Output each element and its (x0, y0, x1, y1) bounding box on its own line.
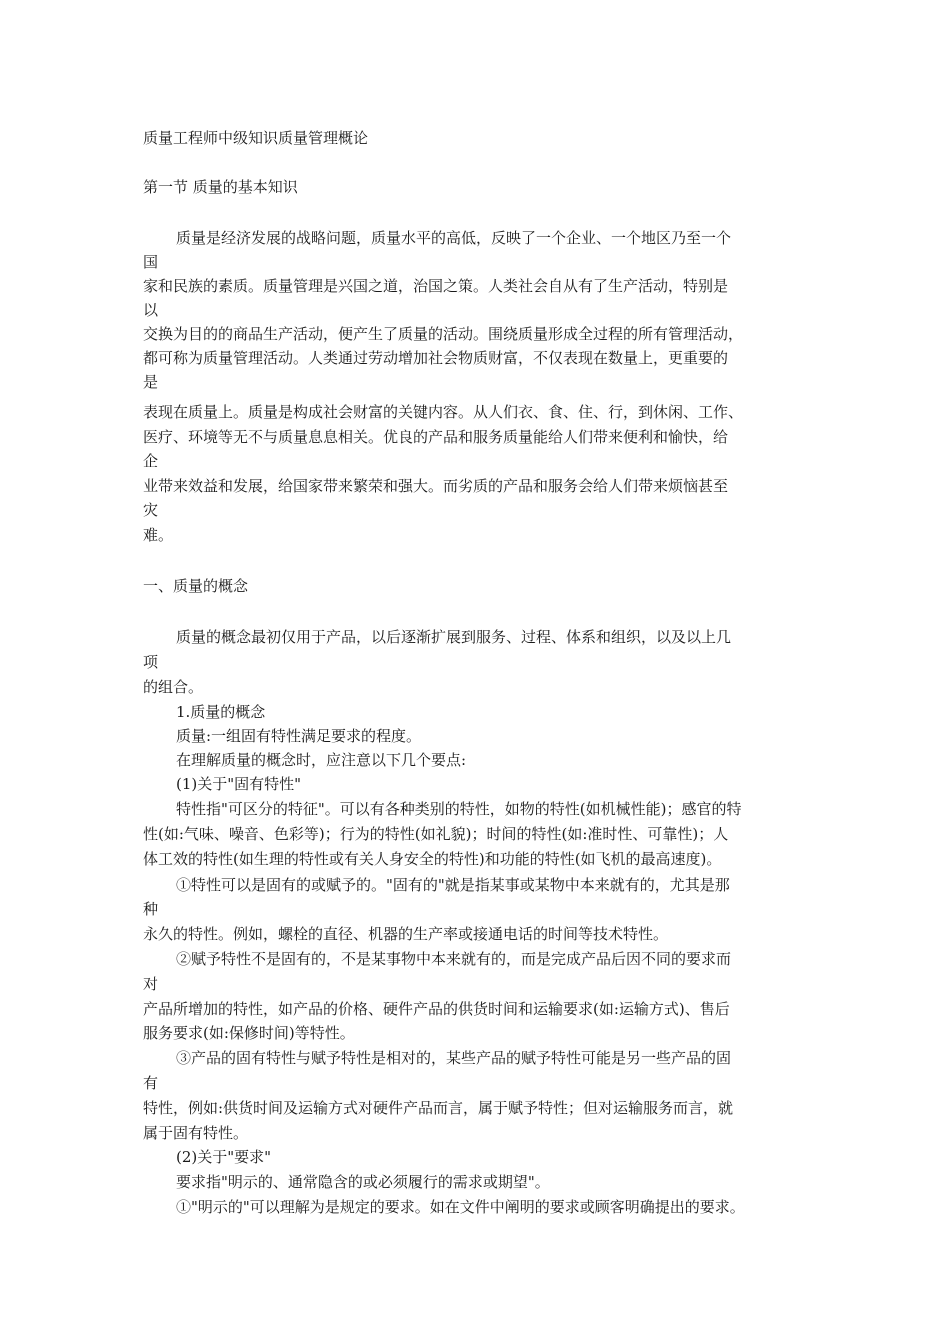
paragraph-line: 产品所增加的特性，如产品的价格、硬件产品的供货时间和运输要求(如:运输方式)、售后 (143, 1000, 730, 1018)
paragraph-line: 种 (143, 900, 159, 918)
definition-line: 要求指"明示的、通常隐含的或必须履行的需求或期望"。 (176, 1173, 550, 1191)
paragraph-line: ①特性可以是固有的或赋予的。"固有的"就是指某事或某物中本来就有的，尤其是那 (176, 876, 730, 894)
paragraph-line: ③产品的固有特性与赋予特性是相对的，某些产品的赋予特性可能是另一些产品的固 (176, 1049, 732, 1067)
paragraph-line: 特性，例如:供货时间及运输方式对硬件产品而言，属于赋予特性；但对运输服务而言，就 (143, 1099, 734, 1117)
paragraph-line: ①"明示的"可以理解为是规定的要求。如在文件中阐明的要求或顾客明确提出的要求。 (176, 1198, 745, 1216)
paragraph-line: 灾 (143, 501, 159, 519)
paragraph-line: 服务要求(如:保修时间)等特性。 (143, 1024, 355, 1042)
subsection-heading: 一、质量的概念 (143, 577, 249, 595)
paragraph-line: 业带来效益和发展，给国家带来繁荣和强大。而劣质的产品和服务会给人们带来烦恼甚至 (143, 477, 729, 495)
point-heading: (1)关于"固有特性" (176, 775, 302, 793)
paragraph-line: 交换为目的的商品生产活动，便产生了质量的活动。围绕质量形成全过程的所有管理活动， (143, 325, 744, 343)
paragraph-line: 的组合。 (143, 678, 204, 696)
paragraph-line: 对 (143, 975, 159, 993)
definition-line: 质量:一组固有特性满足要求的程度。 (176, 727, 422, 745)
paragraph-line: 都可称为质量管理活动。人类通过劳动增加社会物质财富，不仅表现在数量上，更重要的 (143, 349, 729, 367)
paragraph-line: 以 (143, 301, 159, 319)
numbered-heading: 1.质量的概念 (176, 703, 266, 721)
paragraph-line: 质量是经济发展的战略问题，质量水平的高低，反映了一个企业、一个地区乃至一个 (176, 229, 732, 247)
paragraph-line: 医疗、环境等无不与质量息息相关。优良的产品和服务质量能给人们带来便利和愉快，给 (143, 428, 729, 446)
paragraph-line: 特性指"可区分的特征"。可以有各种类别的特性，如物的特性(如机械性能)；感官的特 (176, 800, 742, 818)
paragraph-line: 家和民族的素质。质量管理是兴国之道，治国之策。人类社会自从有了生产活动，特别是 (143, 277, 729, 295)
paragraph-line: 质量的概念最初仅用于产品，以后逐渐扩展到服务、过程、体系和组织，以及以上几 (176, 628, 732, 646)
paragraph-line: ②赋予特性不是固有的，不是某事物中本来就有的，而是完成产品后因不同的要求而 (176, 950, 732, 968)
paragraph-line: 体工效的特性(如生理的特性或有关人身安全的特性)和功能的特性(如飞机的最高速度)。 (143, 850, 722, 868)
paragraph-line: 企 (143, 452, 159, 470)
paragraph-line: 难。 (143, 526, 174, 544)
paragraph-line: 永久的特性。例如，螺栓的直径、机器的生产率或接通电话的时间等技术特性。 (143, 925, 669, 943)
paragraph-line: 国 (143, 253, 159, 271)
document-title: 质量工程师中级知识质量管理概论 (143, 129, 369, 147)
paragraph-line: 属于固有特性。 (143, 1124, 249, 1142)
paragraph-line: 有 (143, 1074, 159, 1092)
paragraph-line: 在理解质量的概念时，应注意以下几个要点: (176, 751, 467, 769)
section-heading: 第一节 质量的基本知识 (143, 178, 298, 196)
paragraph-line: 表现在质量上。质量是构成社会财富的关键内容。从人们衣、食、住、行，到休闲、工作、 (143, 403, 744, 421)
paragraph-line: 性(如:气味、噪音、色彩等)；行为的特性(如礼貌)；时间的特性(如:准时性、可靠性)；人 (143, 825, 729, 843)
point-heading: (2)关于"要求" (176, 1148, 272, 1166)
paragraph-line: 是 (143, 373, 159, 391)
paragraph-line: 项 (143, 653, 159, 671)
